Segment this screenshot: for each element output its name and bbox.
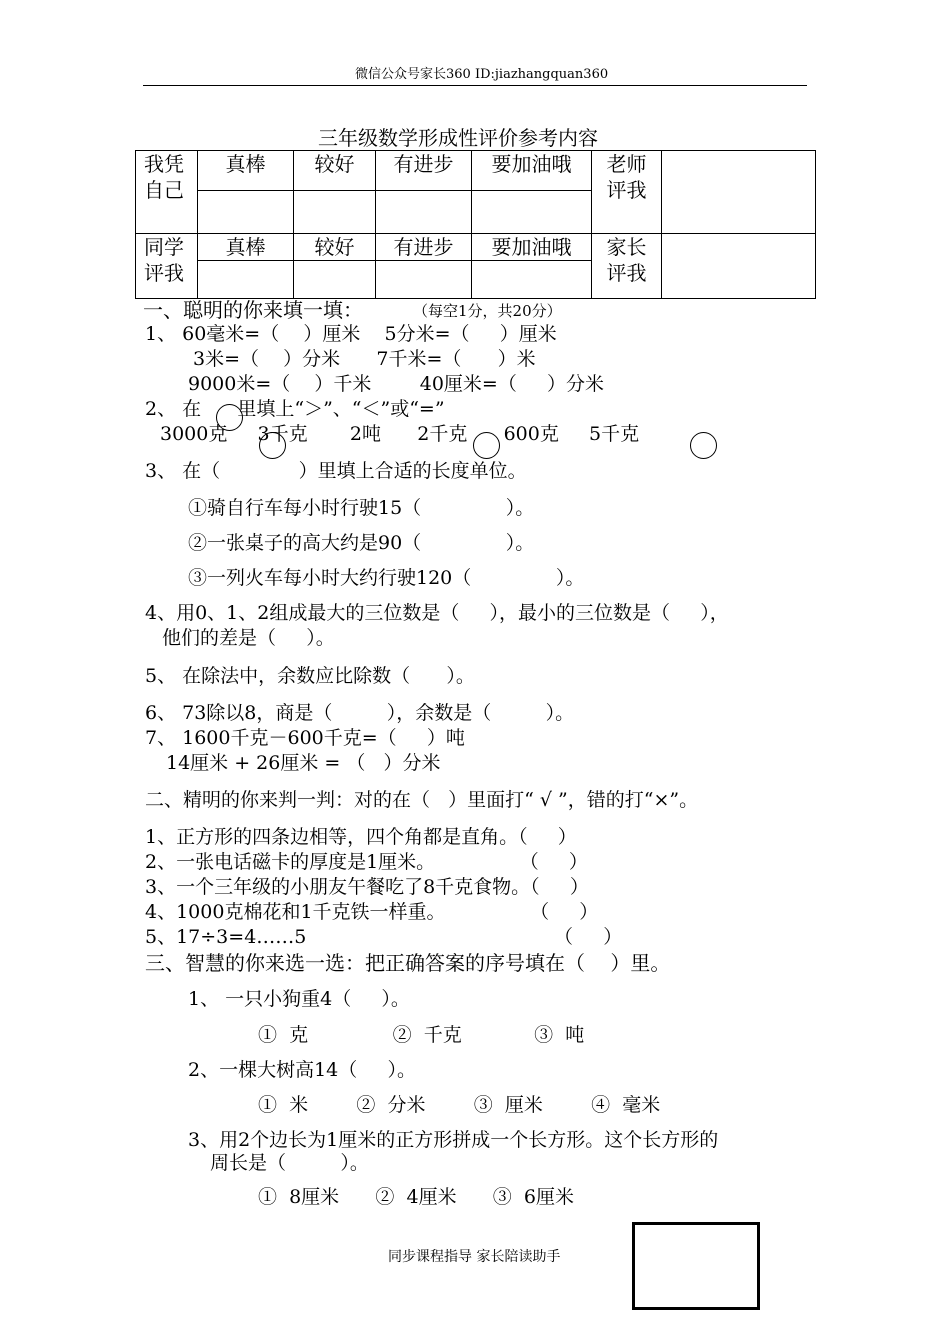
q1-line-2: 3米=（ ）分米 7千米=（ ）米 bbox=[193, 348, 536, 370]
header-text: 微信公众号家长360 ID:jiazhangquan360 bbox=[355, 67, 609, 82]
grade-excellent: 真棒 bbox=[198, 151, 294, 191]
q3-title: 3、 在（ ）里填上合适的长度单位。 bbox=[145, 460, 527, 482]
parent-eval-label: 家长 评我 bbox=[592, 234, 662, 299]
judge-item: 4、1000克棉花和1千克铁一样重。 （ ） bbox=[145, 901, 599, 923]
q3-item-2: ②一张桌子的高大约是90（ ）。 bbox=[188, 532, 535, 554]
footer-text: 同步课程指导 家长陪读助手 bbox=[388, 1249, 561, 1265]
choice-q2-options: ① 米 ② 分米 ③ 厘米 ④ 毫米 bbox=[258, 1094, 661, 1116]
grade-good: 较好 bbox=[294, 151, 376, 191]
self-check-cell[interactable] bbox=[198, 191, 294, 234]
q1-line-3: 9000米=（ ）千米 40厘米=（ ）分米 bbox=[188, 373, 605, 395]
q5: 5、 在除法中，余数应比除数（ ）。 bbox=[145, 665, 475, 687]
choice-q3-options: ① 8厘米 ② 4厘米 ③ 6厘米 bbox=[258, 1186, 574, 1208]
header-rule bbox=[143, 85, 807, 86]
grade-excellent: 真棒 bbox=[198, 234, 294, 261]
judge-item: 5、17÷3=4……5 （ ） bbox=[145, 926, 623, 948]
grade-try-harder: 要加油哦 bbox=[472, 151, 592, 191]
self-check-cell[interactable] bbox=[472, 191, 592, 234]
q7-line-1: 7、 1600千克－600千克=（ ）吨 bbox=[145, 727, 465, 749]
table-title: 三年级数学形成性评价参考内容 bbox=[318, 126, 598, 150]
q3-item-1: ①骑自行车每小时行驶15（ ）。 bbox=[188, 497, 535, 519]
peer-check-cell[interactable] bbox=[198, 261, 294, 299]
q2-line-2: 3000克 3千克 2吨 2千克 600克 5千克 bbox=[160, 423, 640, 445]
q3-item-3: ③一列火车每小时大约行驶120（ ）。 bbox=[188, 567, 585, 589]
compare-circle[interactable] bbox=[216, 404, 243, 431]
judge-item: 3、一个三年级的小朋友午餐吃了8千克食物。（ ） bbox=[145, 876, 589, 898]
section1-score-note: （每空1分，共20分） bbox=[413, 302, 562, 320]
self-check-cell[interactable] bbox=[294, 191, 376, 234]
self-check-cell[interactable] bbox=[376, 191, 472, 234]
q1-line-1: 1、 60毫米=（ ）厘米 5分米=（ ）厘米 bbox=[145, 323, 557, 345]
grade-improved: 有进步 bbox=[376, 151, 472, 191]
peer-check-cell[interactable] bbox=[294, 261, 376, 299]
choice-q2: 2、一棵大树高14（ ）。 bbox=[188, 1059, 416, 1081]
peer-check-cell[interactable] bbox=[376, 261, 472, 299]
q7-line-2: 14厘米 + 26厘米 = （ ）分米 bbox=[166, 752, 441, 774]
self-eval-label: 我凭 自己 bbox=[136, 151, 198, 234]
parent-eval-cell[interactable] bbox=[662, 234, 816, 299]
section1-title: 一、聪明的你来填一填： bbox=[143, 298, 363, 322]
footer-box bbox=[632, 1222, 760, 1310]
grade-improved: 有进步 bbox=[376, 234, 472, 261]
teacher-eval-label: 老师 评我 bbox=[592, 151, 662, 234]
judge-item: 1、正方形的四条边相等，四个角都是直角。（ ） bbox=[145, 826, 577, 848]
choice-q1-options: ① 克 ② 千克 ③ 吨 bbox=[258, 1024, 585, 1046]
peer-eval-label: 同学 评我 bbox=[136, 234, 198, 299]
section2-title: 二、精明的你来判一判：对的在（ ）里面打“ √ ”，错的打“×”。 bbox=[145, 789, 699, 811]
choice-q1: 1、 一只小狗重4（ ）。 bbox=[188, 988, 410, 1010]
q4-line-1: 4、用0、1、2组成最大的三位数是（ ），最小的三位数是（ ）， bbox=[145, 602, 729, 624]
evaluation-table bbox=[135, 150, 816, 299]
compare-circle[interactable] bbox=[690, 432, 717, 459]
choice-q3-line-1: 3、用2个边长为1厘米的正方形拼成一个长方形。这个长方形的 bbox=[188, 1129, 719, 1151]
grade-good: 较好 bbox=[294, 234, 376, 261]
teacher-eval-cell[interactable] bbox=[662, 151, 816, 234]
q2-line-1: 2、 在 里填上“＞”、“＜”或“=” bbox=[145, 398, 445, 420]
choice-q3-line-2: 周长是（ ）。 bbox=[210, 1152, 369, 1174]
judge-item: 2、一张电话磁卡的厚度是1厘米。 （ ） bbox=[145, 851, 588, 873]
q4-line-2: 他们的差是（ ）。 bbox=[162, 627, 335, 649]
peer-check-cell[interactable] bbox=[472, 261, 592, 299]
q6: 6、 73除以8，商是（ ），余数是（ ）。 bbox=[145, 702, 575, 724]
compare-circle[interactable] bbox=[259, 432, 286, 459]
section3-title: 三、智慧的你来选一选：把正确答案的序号填在（ ）里。 bbox=[145, 951, 671, 975]
grade-try-harder: 要加油哦 bbox=[472, 234, 592, 261]
compare-circle[interactable] bbox=[473, 432, 500, 459]
